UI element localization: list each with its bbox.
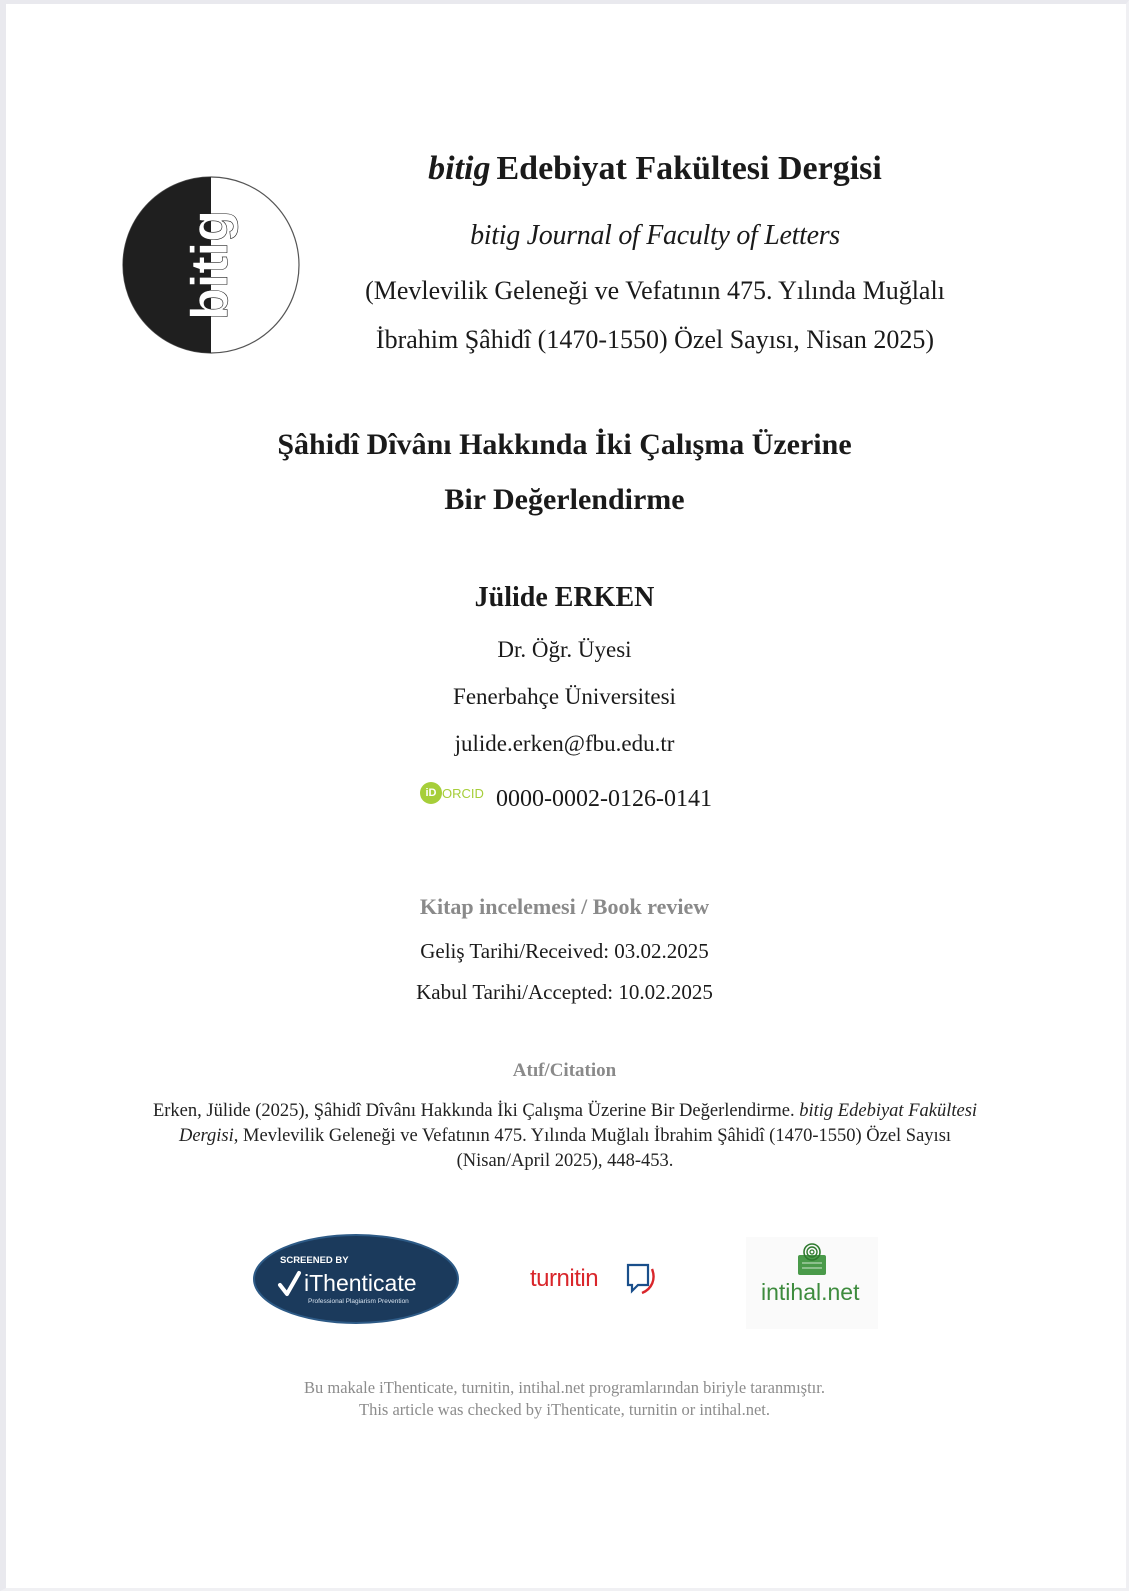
fingerprint-icon — [794, 1241, 830, 1277]
citation-part-3: , Mevlevilik Geleneği ve Vefatının 475. Yılında Muğlalı İbrahim Şâhidî (1470-1550) Özel Sayısı (Nisan/April 2025), 448-453. — [233, 1126, 952, 1171]
author-affiliation: Fenerbahçe Üniversitesi — [453, 684, 676, 709]
author-academic-title: Dr. Öğr. Üyesi — [497, 637, 632, 662]
footer-note-english: This article was checked by iThenticate, turnitin or intihal.net. — [359, 1400, 770, 1419]
bitig-logo — [122, 176, 300, 354]
article-type: Kitap incelemesi / Book review — [419, 894, 710, 919]
ithenticate-logo — [252, 1233, 460, 1325]
logo-wordmark: bitig — [181, 210, 239, 320]
orcid-label: ORCID — [442, 786, 484, 801]
journal-title — [330, 150, 980, 188]
orcid-icon: iD — [420, 782, 442, 804]
intihal-logo — [746, 1237, 878, 1329]
issue-line-1: (Mevlevilik Geleneği ve Vefatının 475. Yılında Muğlalı — [365, 276, 945, 305]
accepted-date: Kabul Tarihi/Accepted: 10.02.2025 — [416, 980, 713, 1004]
journal-brand: bitig — [428, 150, 491, 187]
received-date: Geliş Tarihi/Received: 03.02.2025 — [420, 939, 709, 963]
turnitin-wordmark: turnitin — [530, 1265, 599, 1292]
article-title-line-1: Şâhidî Dîvânı Hakkında İki Çalışma Üzerine — [277, 428, 852, 461]
citation-part-1: Erken, Jülide (2025), Şâhidî Dîvânı Hakkında İki Çalışma Üzerine Bir Değerlendirme. — [152, 1101, 800, 1121]
journal-subtitle: bitig Journal of Faculty of Letters — [470, 220, 840, 251]
ithenticate-screened-by: SCREENED BY — [280, 1255, 349, 1266]
citation-heading: Atıf/Citation — [512, 1060, 617, 1081]
orcid-row[interactable] — [420, 782, 740, 816]
footer-note-turkish: Bu makale iThenticate, turnitin, intihal.net programlarından biriyle taranmıştır. — [304, 1378, 825, 1397]
author-email-link[interactable]: julide.erken@fbu.edu.tr — [454, 731, 675, 756]
turnitin-mark-icon — [622, 1259, 658, 1299]
orcid-number[interactable]: 0000-0002-0126-0141 — [496, 786, 712, 812]
turnitin-logo — [530, 1265, 670, 1305]
ithenticate-name: iThenticate — [304, 1270, 417, 1296]
journal-title-text: Edebiyat Fakültesi Dergisi — [496, 150, 882, 187]
citation-text — [150, 1099, 980, 1174]
citation-journal: bitig Edebiyat Fakültesi Dergisi — [178, 1101, 978, 1146]
ithenticate-tagline: Professional Plagiarism Prevention — [308, 1298, 409, 1305]
issue-line-2: İbrahim Şâhidî (1470-1550) Özel Sayısı, Nisan 2025) — [375, 325, 935, 354]
intihal-wordmark: intihal.net — [761, 1279, 860, 1305]
article-title-line-2: Bir Değerlendirme — [444, 483, 685, 516]
author-name: Jülide ERKEN — [474, 582, 655, 613]
